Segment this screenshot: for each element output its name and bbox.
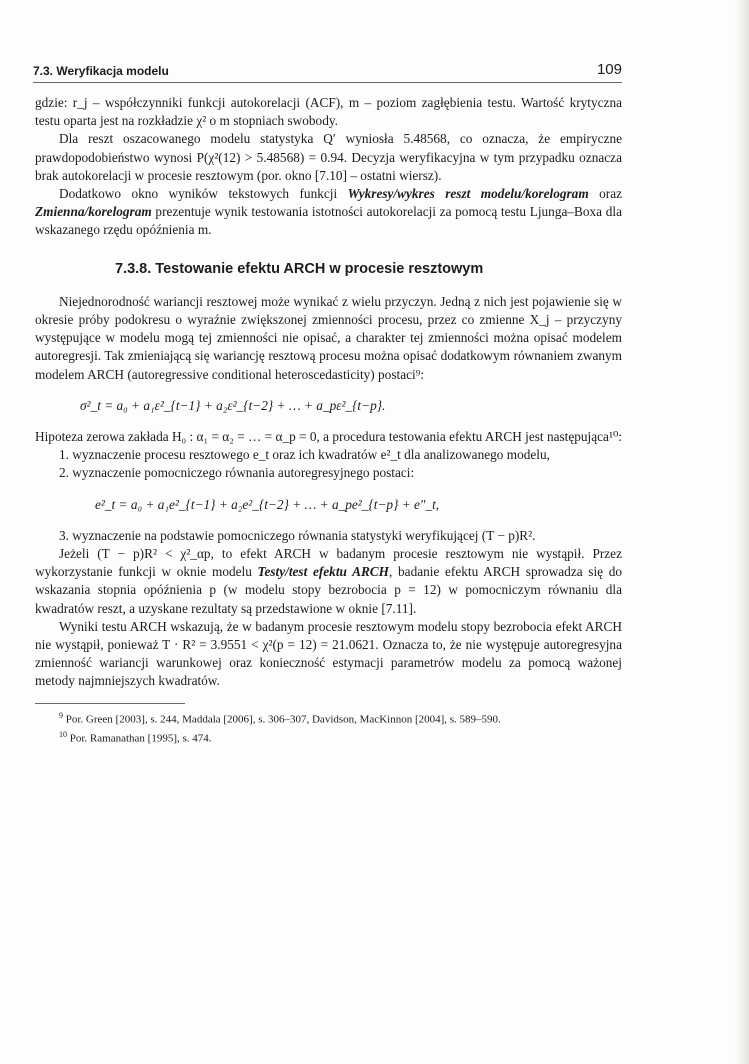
footnote-10-mark: 10 — [59, 730, 67, 740]
para3-text-3: prezentuje wynik testowania istotności autokorelacji za pomocą testu Ljunga–Boxa dla wskazanego rzędu opóźnienia m. — [35, 204, 623, 238]
running-head — [33, 62, 622, 83]
menu-path-test-arch: Testy/test efektu ARCH — [257, 564, 390, 580]
paragraph-ljung-box — [35, 185, 622, 240]
para3-text-1: Dodatkowo okno wyników tekstowych funkcji — [59, 186, 338, 202]
footnote-rule — [35, 703, 185, 704]
para3-text-2: oraz — [599, 186, 623, 202]
paragraph-arch-intro: Niejednorodność wariancji resztowej może wynikać z wielu przyczyn. Jedną z nich jest pojawienie się w okresie próby podokresu o wyraźnie zwiększonej zmienności procesu, przez co zmienne X_j – przyczyny występujące w modelu mogą tej zmienności nie opisać, a charakter tej zmienności można opisać modelem autoregresji. Tak zmieniającą się wariancję resztową procesu można opisać dodatkowym równaniem zwanym modelem ARCH (autoregressive conditional heteroscedasticity) postaci⁹: — [35, 293, 622, 382]
footnote-9 — [35, 708, 622, 728]
footnote-9-mark: 9 — [59, 710, 63, 720]
paragraph-null-hypothesis: Hipoteza zerowa zakłada H₀ : α₁ = α₂ = … = α_p = 0, a procedura testowania efektu ARCH jest następująca¹⁰: — [35, 429, 622, 445]
page-edge-shadow — [735, 0, 749, 1064]
step-1: 1. wyznaczenie procesu resztowego e_t oraz ich kwadratów e²_t dla analizowanego modelu, — [59, 447, 550, 463]
step-2: 2. wyznaczenie pomocniczego równania autoregresyjnego postaci: — [59, 465, 415, 481]
page-body — [35, 94, 622, 747]
footnote-9-text: Por. Green [2003], s. 244, Maddala [2006], s. 306–307, Davidson, MacKinnon [2004], s. 589–590. — [65, 713, 501, 726]
running-head-section: 7.3. Weryfikacja modelu — [33, 64, 169, 78]
menu-path-korelogram-reszt: Wykresy/wykres reszt modelu/korelogram — [347, 186, 589, 202]
footnote-10-text: Por. Ramanathan [1995], s. 474. — [69, 733, 212, 745]
menu-path-zmienna-korelogram: Zmienna/korelogram — [35, 204, 152, 220]
paragraph-q-statistic: Dla reszt oszacowanego modelu statystyka Q′ wyniosła 5.48568, co oznacza, że empiryczne prawdopodobieństwo wynosi P(χ²(12) > 5.48568) = 0.94. Decyzja weryfikacyjna w tym przypadku oznacza brak autokorelacji w procesie resztowym (por. okno [7.10] – ostatni wiersz). — [35, 131, 622, 183]
section-heading-arch: 7.3.8. Testowanie efektu ARCH w procesie resztowym — [115, 260, 484, 277]
para6-text-2: , badanie efektu ARCH sprowadza się do wskazania stopnia opóźnienia p (w modelu stopy bezrobocia p = 12) w pomocniczym równaniu dla kwadratów reszt, a uzyskane rezultaty są przedstawione w oknie [7.11]. — [35, 564, 623, 616]
step-3: 3. wyznaczenie na podstawie pomocniczego równania statystyki weryfikującej (T − p)R². — [59, 527, 536, 543]
para6-text-1: Jeżeli (T − p)R² < χ²_αp, to efekt ARCH w badanym procesie resztowym nie wystąpił. Przez wykorzystanie funkcji w oknie modelu — [35, 546, 622, 580]
equation-auxiliary-regression: e²_t = a₀ + a₁e²_{t−1} + a₂e²_{t−2} + … + a_pe²_{t−p} + e″_t, — [95, 496, 440, 512]
paragraph-arch-decision — [35, 545, 622, 618]
footnote-10 — [35, 727, 622, 747]
page-number: 109 — [596, 61, 622, 78]
equation-arch-model: σ²_t = a₀ + a₁ε²_{t−1} + a₂ε²_{t−2} + … + a_pε²_{t−p}. — [80, 397, 386, 413]
paragraph-arch-results: Wyniki testu ARCH wskazują, że w badanym procesie resztowym modelu stopy bezrobocia efekt ARCH nie wystąpił, ponieważ T · R² = 3.9551 < χ²(p = 12) = 21.0621. Oznacza to, że nie występuje autoregresyjna zmienność wariancji warunkowej oraz konieczność estymacji parametrów modelu za pomocą ważonej metody najmniejszych kwadratów. — [35, 618, 622, 689]
paragraph-where: gdzie: r_j – współczynniki funkcji autokorelacji (ACF), m – poziom zagłębienia testu. Wartość krytyczna testu oparta jest na rozkładzie χ² o m stopniach swobody. — [35, 95, 622, 129]
